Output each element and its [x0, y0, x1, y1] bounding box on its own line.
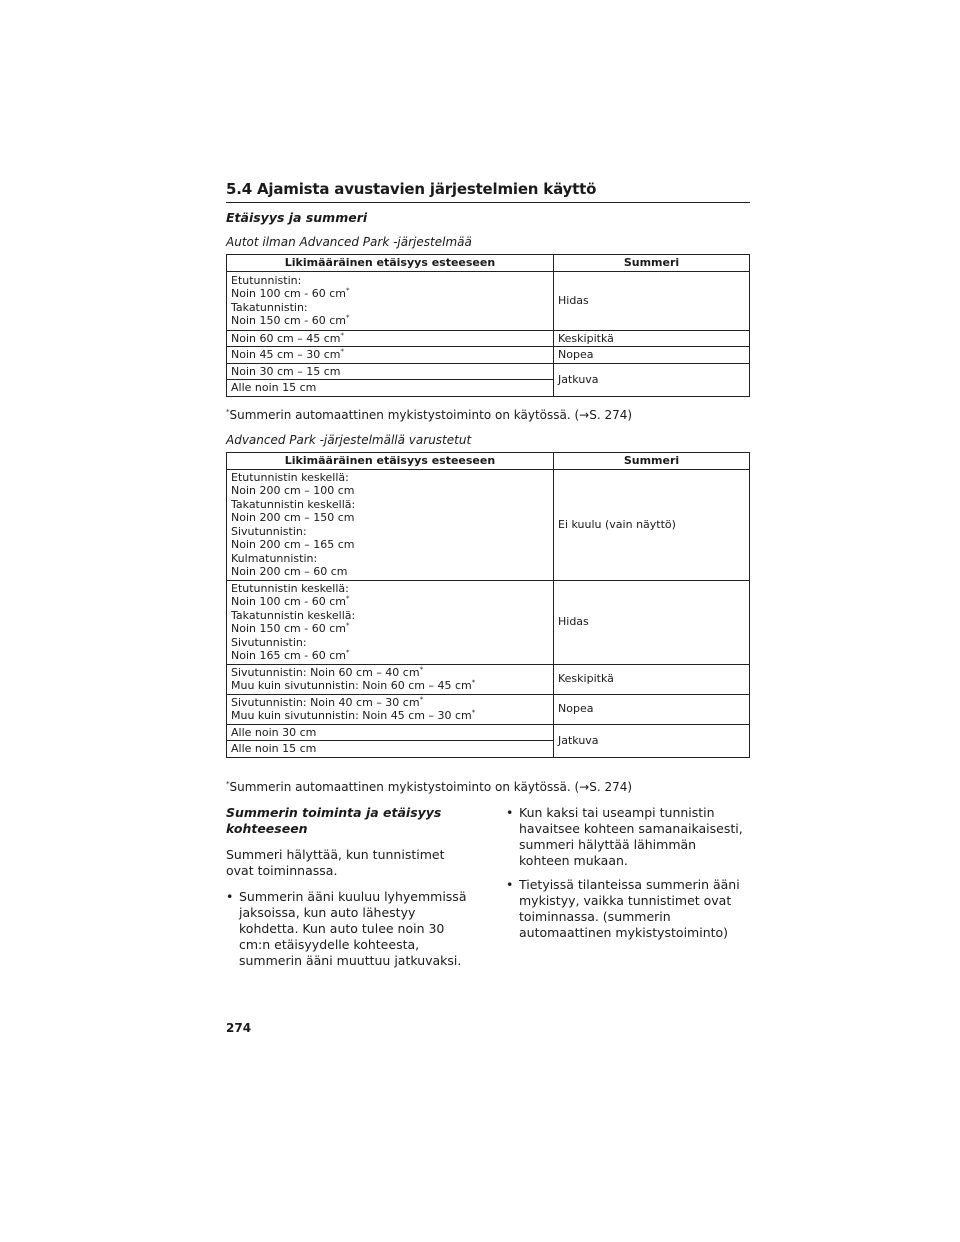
table-row: [227, 694, 750, 724]
footnote-mark: *: [345, 648, 350, 657]
table-row: [227, 347, 750, 364]
distance-cell: Alle noin 30 cm: [227, 724, 554, 741]
footnote-mark: *: [345, 286, 350, 295]
table-row: [227, 469, 750, 580]
table-row: [227, 363, 750, 380]
cell-line: Sivutunnistin: Noin 60 cm – 40 cm: [231, 665, 420, 679]
footnote-mark: *: [471, 708, 476, 717]
list-item: • Kun kaksi tai useampi tunnistin havaitsee kohteen samanaikaisesti, summeri hälyttää lähimmän kohteen mukaan.: [506, 805, 750, 869]
buzzer-cell: Jatkuva: [554, 724, 750, 757]
cell-line: Noin 200 cm – 100 cm: [231, 484, 355, 497]
table-header: Summeri: [554, 453, 750, 470]
footnote-mark: *: [419, 694, 424, 703]
cell-line: Noin 150 cm - 60 cm: [231, 314, 346, 327]
distance-cell: [227, 347, 554, 364]
table1-caption: Autot ilman Advanced Park -järjestelmää: [226, 235, 472, 249]
distance-cell: [227, 271, 554, 330]
cell-line: Etutunnistin keskellä:: [231, 581, 349, 595]
cell-line: Muu kuin sivutunnistin: Noin 60 cm – 45 cm: [231, 679, 472, 692]
table-header: Likimääräinen etäisyys esteeseen: [227, 255, 554, 272]
distance-cell: [227, 694, 554, 724]
cell-line: Noin 200 cm – 60 cm: [231, 565, 348, 578]
cell-line: Takatunnistin:: [231, 300, 308, 314]
table-row: [227, 724, 750, 741]
footnote-mark: *: [340, 347, 344, 356]
page-number: 274: [226, 1021, 252, 1035]
footnote-mark: *: [471, 678, 476, 687]
cell-line: Noin 100 cm - 60 cm: [231, 595, 346, 608]
buzzer-cell: Hidas: [554, 271, 750, 330]
buzzer-cell: Ei kuulu (vain näyttö): [554, 469, 750, 580]
subheading: Etäisyys ja summeri: [226, 210, 368, 225]
bullet-list: [506, 805, 750, 941]
cell-line: Etutunnistin keskellä:: [231, 470, 349, 484]
list-item: • Tietyissä tilanteissa summerin ääni mykistyy, vaikka tunnistimet ovat toiminnassa. (summerin automaattinen mykistystoiminto): [506, 877, 750, 941]
table-header-row: [227, 255, 750, 272]
cell-line: Sivutunnistin:: [231, 635, 307, 649]
list-item: • Summerin ääni kuuluu lyhyemmissä jaksoissa, kun auto lähestyy kohdetta. Kun auto tulee noin 30 cm:n etäisyydelle kohteesta, summerin ääni muuttuu jatkuvaksi.: [226, 889, 476, 969]
footnote-mark: *: [226, 408, 230, 416]
buzzer-cell: Nopea: [554, 694, 750, 724]
table2-footnote: [226, 780, 632, 794]
table1-footnote: [226, 408, 632, 422]
cell-line: Kulmatunnistin:: [231, 551, 318, 565]
footnote-mark: *: [340, 330, 344, 339]
cell-line: Noin 45 cm – 30 cm: [231, 348, 341, 361]
cell-line: Etutunnistin:: [231, 273, 302, 287]
distance-cell: [227, 664, 554, 694]
distance-cell: [227, 580, 554, 664]
cell-line: Noin 60 cm – 45 cm: [231, 331, 341, 345]
cell-line: Noin 165 cm - 60 cm: [231, 649, 346, 662]
distance-cell: Alle noin 15 cm: [227, 380, 554, 397]
buzzer-cell: Keskipitkä: [554, 664, 750, 694]
table-row: [227, 330, 750, 347]
footnote-mark: *: [345, 621, 350, 630]
right-column: [506, 805, 750, 949]
table-row: [227, 580, 750, 664]
cell-line: Noin 150 cm - 60 cm: [231, 622, 346, 635]
footnote-mark: *: [419, 664, 424, 673]
cell-line: Noin 200 cm – 165 cm: [231, 538, 355, 551]
section-title: 5.4 Ajamista avustavien järjestelmien käyttö: [226, 180, 750, 203]
distance-cell: Alle noin 15 cm: [227, 741, 554, 758]
left-column: [226, 805, 476, 977]
table-header-row: [227, 453, 750, 470]
buzzer-cell: Nopea: [554, 347, 750, 364]
bullet-list: [226, 889, 476, 969]
table-header: Summeri: [554, 255, 750, 272]
buzzer-cell: Keskipitkä: [554, 330, 750, 347]
cell-line: Noin 100 cm - 60 cm: [231, 287, 346, 300]
cell-line: Sivutunnistin:: [231, 524, 307, 538]
table1: [226, 254, 750, 397]
buzzer-cell: Jatkuva: [554, 363, 750, 396]
body-intro: Summeri hälyttää, kun tunnistimet ovat toiminnassa.: [226, 847, 445, 878]
body-heading: Summerin toiminta ja etäisyys kohteeseen: [226, 805, 442, 836]
table-row: [227, 271, 750, 330]
buzzer-cell: Hidas: [554, 580, 750, 664]
footnote-mark: *: [345, 313, 350, 322]
table-row: [227, 664, 750, 694]
cell-line: Takatunnistin keskellä:: [231, 497, 356, 511]
distance-cell: [227, 469, 554, 580]
cell-line: Noin 200 cm – 150 cm: [231, 511, 355, 524]
footnote-mark: *: [226, 780, 230, 788]
cell-line: Muu kuin sivutunnistin: Noin 45 cm – 30 cm: [231, 709, 472, 722]
footnote-text: Summerin automaattinen mykistystoiminto on käytössä. (→S. 274): [229, 408, 633, 422]
cell-line: Sivutunnistin: Noin 40 cm – 30 cm: [231, 695, 420, 709]
distance-cell: Noin 30 cm – 15 cm: [227, 363, 554, 380]
cell-line: Takatunnistin keskellä:: [231, 608, 356, 622]
distance-cell: [227, 330, 554, 347]
table2-caption: Advanced Park -järjestelmällä varustetut: [226, 433, 472, 447]
footnote-mark: *: [345, 594, 350, 603]
table-header: Likimääräinen etäisyys esteeseen: [227, 453, 554, 470]
footnote-text: Summerin automaattinen mykistystoiminto on käytössä. (→S. 274): [229, 780, 633, 794]
table2: [226, 452, 750, 758]
